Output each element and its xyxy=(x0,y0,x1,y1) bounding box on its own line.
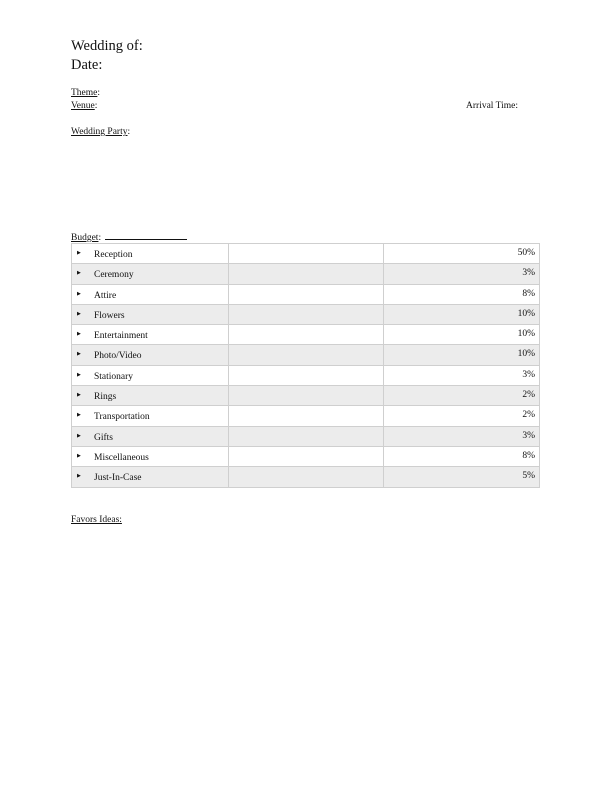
budget-row xyxy=(72,304,540,324)
budget-category-label: Attire xyxy=(94,290,117,301)
bullet-icon: ▶ xyxy=(77,413,81,419)
budget-label-line: Budget: xyxy=(71,231,187,244)
budget-category-cell xyxy=(72,345,229,365)
wedding-party-label-line: Wedding Party: xyxy=(71,127,131,137)
budget-row xyxy=(72,446,540,466)
budget-amount-cell[interactable] xyxy=(229,406,384,426)
venue-label-line: Venue: xyxy=(71,101,98,111)
budget-amount-cell[interactable] xyxy=(229,284,384,304)
wedding-of-label: Wedding of: xyxy=(71,38,143,54)
budget-category-label: Ceremony xyxy=(94,270,134,281)
budget-amount-cell[interactable] xyxy=(229,426,384,446)
budget-percent-cell: 10% xyxy=(384,325,540,345)
budget-percent-cell: 2% xyxy=(384,406,540,426)
budget-category-label: Flowers xyxy=(94,310,125,321)
budget-row xyxy=(72,386,540,406)
bullet-icon: ▶ xyxy=(77,291,81,297)
arrival-time-label: Arrival Time: xyxy=(466,101,518,111)
budget-amount-cell[interactable] xyxy=(229,345,384,365)
budget-table xyxy=(71,243,540,488)
budget-percent-cell: 5% xyxy=(384,467,540,487)
budget-category-cell xyxy=(72,426,229,446)
budget-category-cell xyxy=(72,304,229,324)
budget-amount-cell[interactable] xyxy=(229,467,384,487)
budget-amount-cell[interactable] xyxy=(229,325,384,345)
budget-blank-line xyxy=(105,231,187,240)
budget-category-cell xyxy=(72,406,229,426)
budget-category-cell xyxy=(72,284,229,304)
budget-percent-cell: 3% xyxy=(384,264,540,284)
bullet-icon: ▶ xyxy=(77,372,81,378)
budget-category-label: Photo/Video xyxy=(94,351,142,362)
budget-category-label: Transportation xyxy=(94,412,150,423)
bullet-icon: ▶ xyxy=(77,271,81,277)
budget-label: Budget xyxy=(71,233,99,243)
budget-percent-cell: 10% xyxy=(384,345,540,365)
bullet-icon: ▶ xyxy=(77,453,81,459)
budget-amount-cell[interactable] xyxy=(229,386,384,406)
theme-label-line: Theme: xyxy=(71,88,101,98)
favors-ideas-label: Favors Ideas: xyxy=(71,515,122,525)
budget-category-label: Reception xyxy=(94,250,133,260)
budget-amount-cell[interactable] xyxy=(229,264,384,284)
budget-category-label: Rings xyxy=(94,392,117,403)
budget-row xyxy=(72,406,540,426)
budget-percent-cell: 50% xyxy=(384,244,540,264)
bullet-icon: ▶ xyxy=(77,393,81,399)
bullet-icon: ▶ xyxy=(77,352,81,358)
budget-category-cell xyxy=(72,365,229,385)
budget-amount-cell[interactable] xyxy=(229,446,384,466)
budget-category-label: Gifts xyxy=(94,432,113,443)
budget-percent-cell: 8% xyxy=(384,284,540,304)
budget-row xyxy=(72,467,540,487)
theme-label: Theme xyxy=(71,88,98,98)
bullet-icon: ▶ xyxy=(77,474,81,480)
budget-category-cell xyxy=(72,264,229,284)
bullet-icon: ▶ xyxy=(77,251,81,256)
budget-category-label: Just-In-Case xyxy=(94,473,142,484)
budget-percent-cell: 10% xyxy=(384,304,540,324)
budget-category-label: Stationary xyxy=(94,371,134,382)
budget-category-label: Entertainment xyxy=(94,331,148,342)
budget-category-cell xyxy=(72,467,229,487)
budget-category-cell xyxy=(72,446,229,466)
budget-amount-cell[interactable] xyxy=(229,244,384,264)
budget-amount-cell[interactable] xyxy=(229,304,384,324)
budget-amount-cell[interactable] xyxy=(229,365,384,385)
budget-percent-cell: 3% xyxy=(384,426,540,446)
budget-row xyxy=(72,284,540,304)
budget-percent-cell: 3% xyxy=(384,365,540,385)
budget-percent-cell: 2% xyxy=(384,386,540,406)
bullet-icon: ▶ xyxy=(77,433,81,439)
bullet-icon: ▶ xyxy=(77,311,81,317)
budget-row xyxy=(72,244,540,264)
budget-category-cell xyxy=(72,386,229,406)
budget-row xyxy=(72,264,540,284)
date-label: Date: xyxy=(71,57,103,73)
budget-category-label: Miscellaneous xyxy=(94,452,149,463)
budget-row xyxy=(72,426,540,446)
budget-row xyxy=(72,365,540,385)
budget-percent-cell: 8% xyxy=(384,446,540,466)
bullet-icon: ▶ xyxy=(77,332,81,338)
budget-row xyxy=(72,325,540,345)
wedding-party-label: Wedding Party xyxy=(71,127,128,137)
budget-category-cell xyxy=(72,325,229,345)
budget-category-cell xyxy=(72,244,229,264)
budget-row xyxy=(72,345,540,365)
venue-label: Venue xyxy=(71,101,95,111)
